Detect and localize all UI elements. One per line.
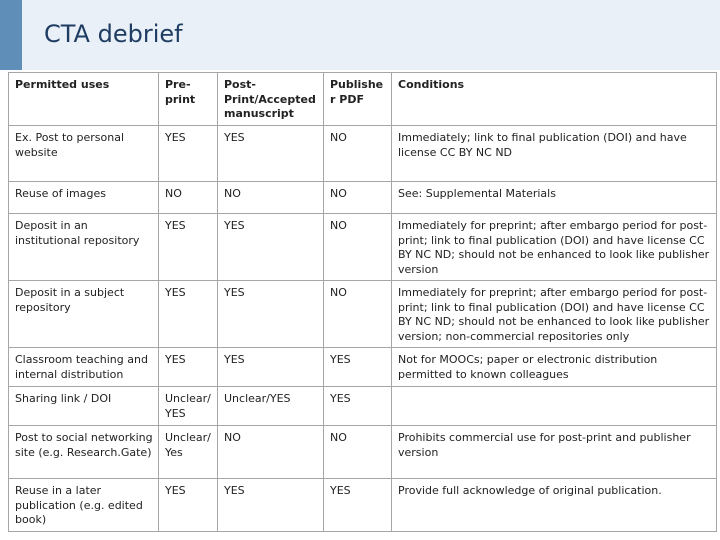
cell-publisher-pdf: NO: [324, 126, 392, 182]
cell-pre-print: YES: [159, 214, 218, 281]
cell-conditions: Immediately for preprint; after embargo period for post-print; link to final publication (DOI) and have license CC BY NC ND; should not be enhanced to look like publisher version; non-commercial repositories only: [392, 281, 717, 348]
slide-title: CTA debrief: [44, 20, 183, 48]
cell-pre-print: YES: [159, 348, 218, 387]
header-pre-print: Pre-print: [159, 73, 218, 126]
cell-conditions: Immediately for preprint; after embargo period for post-print; link to final publication (DOI) and have license CC BY NC ND; should not be enhanced to look like publisher version: [392, 214, 717, 281]
cell-pre-print: Unclear/ Yes: [159, 426, 218, 479]
permissions-table: [8, 72, 717, 532]
cell-use: Post to social networking site (e.g. Research.Gate): [9, 426, 159, 479]
cell-conditions: Prohibits commercial use for post-print and publisher version: [392, 426, 717, 479]
table-row: [9, 387, 717, 426]
table-row: [9, 126, 717, 182]
cell-pre-print: YES: [159, 126, 218, 182]
cell-publisher-pdf: YES: [324, 387, 392, 426]
header-accent-bar: [0, 0, 22, 70]
header-permitted-uses: Permitted uses: [9, 73, 159, 126]
cell-post-print: YES: [218, 281, 324, 348]
cell-use: Reuse of images: [9, 182, 159, 214]
cell-post-print: YES: [218, 479, 324, 532]
cell-conditions: [392, 387, 717, 426]
cell-conditions: See: Supplemental Materials: [392, 182, 717, 214]
table-row: [9, 479, 717, 532]
table-row: [9, 348, 717, 387]
cell-use: Deposit in an institutional repository: [9, 214, 159, 281]
cell-conditions: Not for MOOCs; paper or electronic distribution permitted to known colleagues: [392, 348, 717, 387]
cell-use: Sharing link / DOI: [9, 387, 159, 426]
cell-conditions: Provide full acknowledge of original publication.: [392, 479, 717, 532]
cell-publisher-pdf: NO: [324, 426, 392, 479]
cell-pre-print: YES: [159, 479, 218, 532]
cell-use: Classroom teaching and internal distribution: [9, 348, 159, 387]
cell-conditions: Immediately; link to final publication (DOI) and have license CC BY NC ND: [392, 126, 717, 182]
cell-use: Reuse in a later publication (e.g. edited book): [9, 479, 159, 532]
cell-post-print: YES: [218, 348, 324, 387]
header-post-print: Post-Print/Accepted manuscript: [218, 73, 324, 126]
cell-pre-print: NO: [159, 182, 218, 214]
cell-post-print: YES: [218, 126, 324, 182]
cell-post-print: Unclear/YES: [218, 387, 324, 426]
slide-header: [0, 0, 720, 70]
table-row: [9, 281, 717, 348]
table-row: [9, 214, 717, 281]
table-row: [9, 426, 717, 479]
cell-post-print: NO: [218, 426, 324, 479]
cell-publisher-pdf: NO: [324, 214, 392, 281]
cell-publisher-pdf: YES: [324, 479, 392, 532]
cell-use: Deposit in a subject repository: [9, 281, 159, 348]
cell-pre-print: YES: [159, 281, 218, 348]
cell-post-print: YES: [218, 214, 324, 281]
header-publisher-pdf: Publisher PDF: [324, 73, 392, 126]
cell-publisher-pdf: YES: [324, 348, 392, 387]
table-header-row: [9, 73, 717, 126]
cell-pre-print: Unclear/ YES: [159, 387, 218, 426]
cell-publisher-pdf: NO: [324, 281, 392, 348]
cell-post-print: NO: [218, 182, 324, 214]
cell-publisher-pdf: NO: [324, 182, 392, 214]
table-row: [9, 182, 717, 214]
header-conditions: Conditions: [392, 73, 717, 126]
cell-use: Ex. Post to personal website: [9, 126, 159, 182]
